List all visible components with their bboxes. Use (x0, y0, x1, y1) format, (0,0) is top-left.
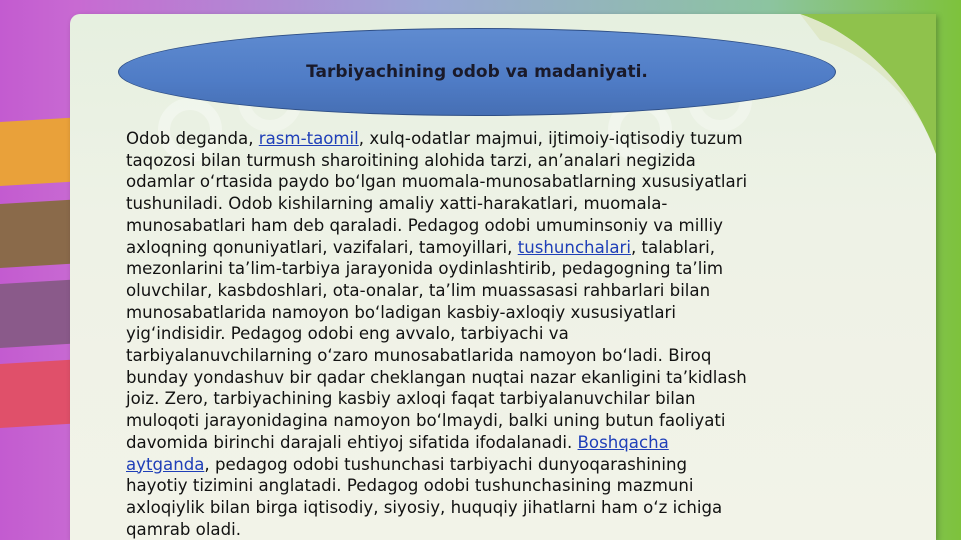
title-banner (118, 28, 836, 116)
link-rasm-taomil[interactable]: rasm-taomil (258, 129, 359, 148)
text-segment: , talablari, mezonlarini ta’lim-tarbiya jarayonida oydinlashtirib, pedagogning ta’lim oluvchilar, kasbdoshlari, ota-onalar, ta’lim muassasasi rahbarlari bilan munosabatlarida namoyon bo‘ladigan kasbiy-axloqiy xususiyatlari yig‘indisidir. Pedagog odobi eng avvalo, tarbiyachi va tarbiyalanuvchilarning o‘zaro munosabatlarida namoyon bo‘ladi. Biroq bunday yondashuv bir qadar cheklangan nuqtai nazar ekanligini ta’kidlash joiz. Zero, tarbiyachining kasbiy axloqi faqat tarbiyalanuvchilar bilan muloqoti jarayonidagina namoyon bo‘lmaydi, balki uning butun faoliyati davomida birinchi darajali ehtiyoj sifatida ifodalanadi. (126, 237, 747, 452)
body-paragraph (126, 128, 926, 540)
text-segment: , xulq-odatlar majmui, ijtimoiy-iqtisodiy tuzum taqozosi bilan turmush sharoitining alohida tarzi, an’analari negizida odamlar o‘rtasida paydo bo‘lgan muomala-munosabatlarning xususiyatlari tushuniladi. Odob kishilarning amaliy xatti-harakatlari, muomala- munosabatlari ham deb qaraladi. Pedagog odobi umuminsoniy va milliy axloqning qonuniyatlari, vazifalari, tamoyillari, (126, 129, 748, 257)
text-segment: , pedagog odobi tushunchasi tarbiyachi dunyoqarashining hayotiy tizimini anglatadi. Pedagog odobi tushunchasining mazmuni axloqiylik bilan birga iqtisodiy, siyosiy, huquqiy jihatlarni ham o‘z ichiga qamrab oladi. (126, 454, 723, 539)
link-tushunchalari[interactable]: tushunchalari (517, 237, 631, 257)
link-boshqacha-aytganda[interactable]: Boshqacha aytganda (126, 432, 669, 474)
text-segment: Odob deganda, (126, 129, 259, 148)
slide-title: Tarbiyachining odob va madaniyati. (306, 62, 648, 82)
